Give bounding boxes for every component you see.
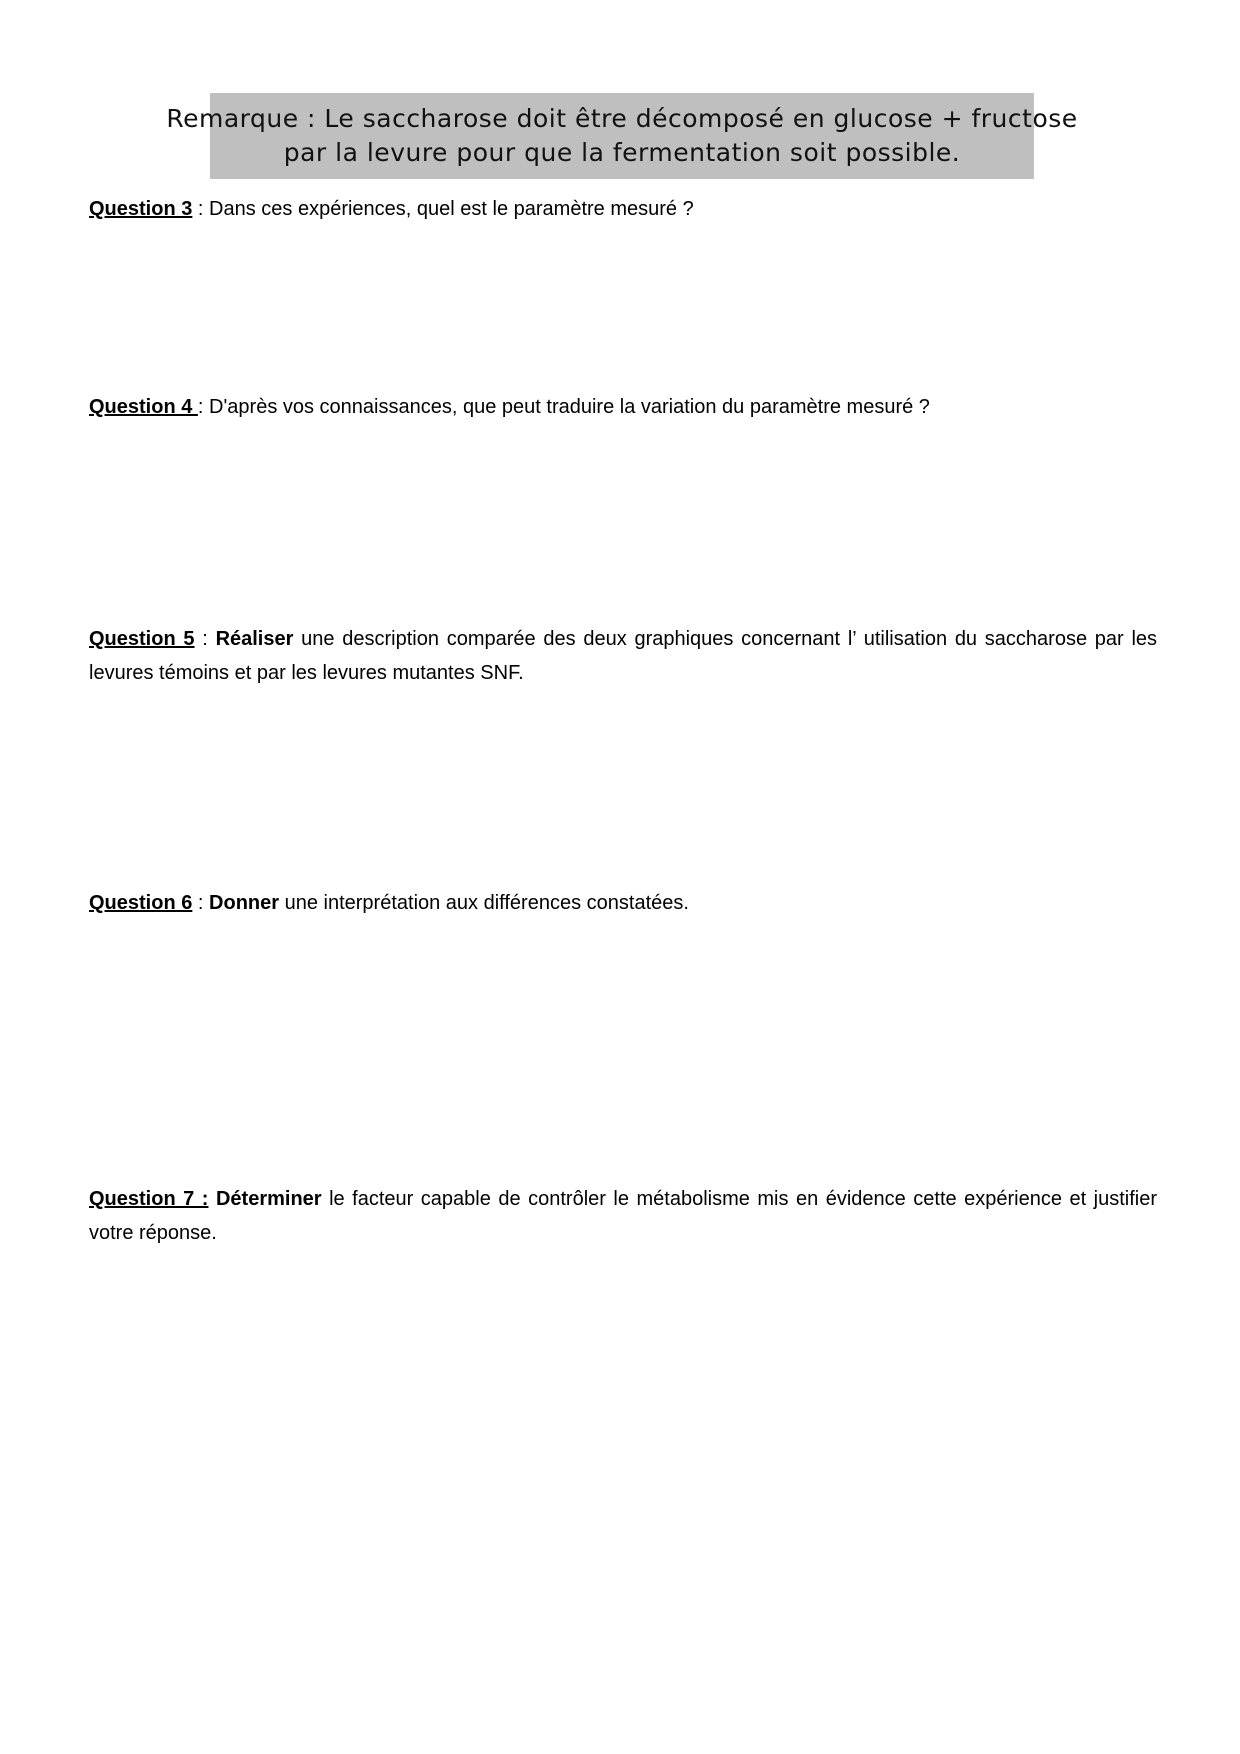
question-4-text: D'après vos connaissances, que peut traduire la variation du paramètre mesuré ?	[209, 396, 930, 418]
question-3-text: Dans ces expériences, quel est le paramètre mesuré ?	[209, 198, 694, 220]
question-5-label: Question 5	[89, 628, 195, 650]
question-7-separator	[208, 1188, 216, 1210]
question-6-verb: Donner	[209, 892, 280, 914]
question-3-separator: :	[192, 198, 210, 220]
question-4	[89, 390, 1157, 424]
question-5-verb: Réaliser	[215, 628, 294, 650]
question-3-label: Question 3	[89, 198, 193, 220]
question-7	[89, 1182, 1157, 1250]
question-7-text: le facteur capable de contrôler le métabolisme mis en évidence cette expérience et justifier votre réponse.	[89, 1188, 1158, 1244]
question-5-separator: :	[194, 628, 216, 650]
question-6	[89, 886, 1157, 920]
question-4-separator: :	[197, 396, 210, 418]
question-4-label: Question 4	[89, 396, 198, 418]
question-7-label: Question 7 :	[89, 1188, 209, 1210]
question-3	[89, 192, 1157, 226]
remark-box	[166, 93, 1078, 179]
question-6-label: Question 6	[89, 892, 193, 914]
remark-line-2: par la levure pour que la fermentation soit possible.	[283, 138, 961, 167]
remark-line-1: Remarque : Le saccharose doit être décomposé en glucose + fructose	[166, 104, 1078, 133]
question-6-text: une interprétation aux différences constatées.	[279, 892, 689, 914]
question-6-separator: :	[192, 892, 210, 914]
question-5-text: une description comparée des deux graphiques concernant l’ utilisation du saccharose par les levures témoins et par les levures mutantes SNF.	[89, 628, 1158, 684]
question-7-verb: Déterminer	[215, 1188, 322, 1210]
question-5	[89, 622, 1157, 690]
